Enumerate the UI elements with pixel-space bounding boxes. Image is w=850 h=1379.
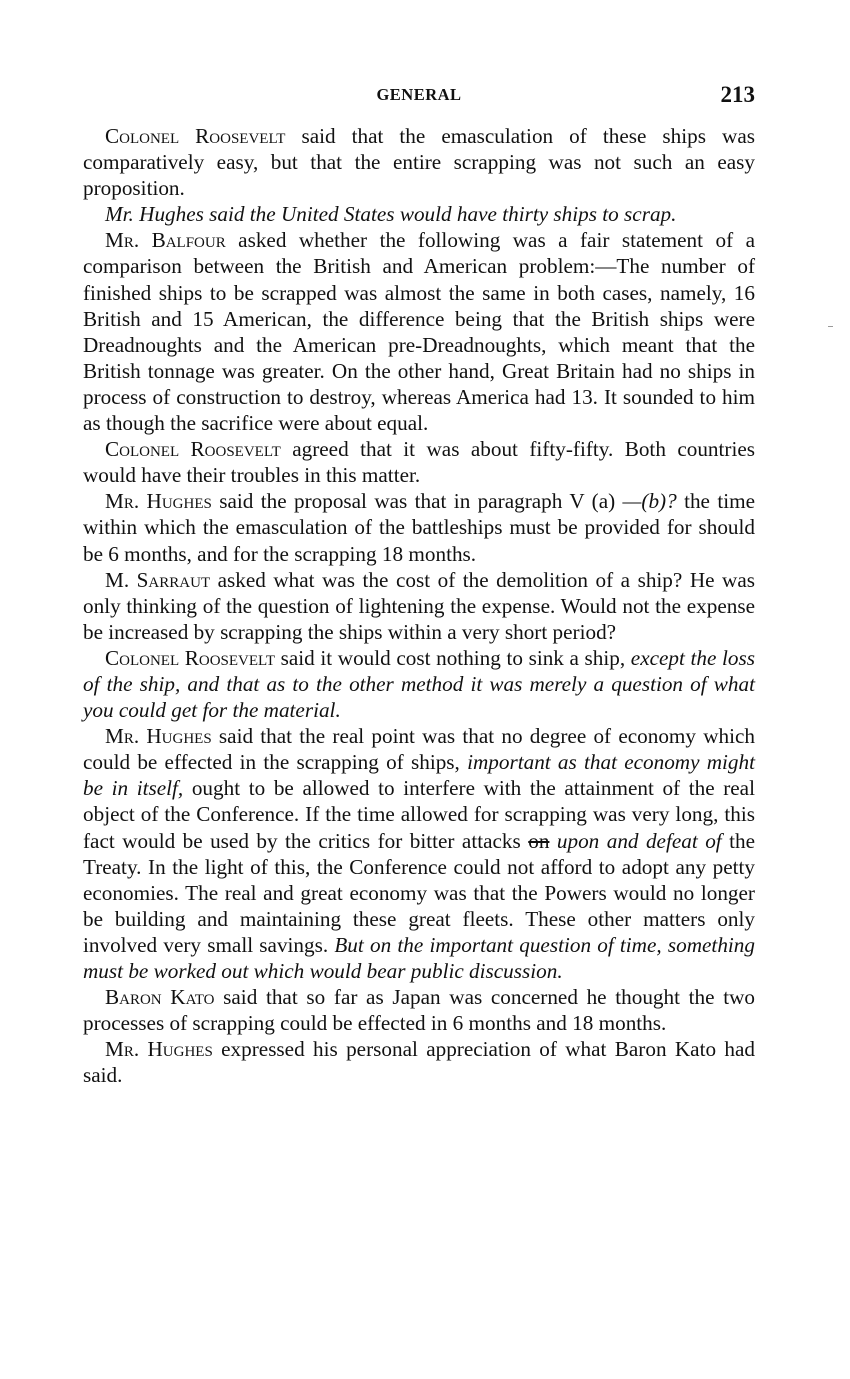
italic-insert: upon and defeat of <box>556 828 722 853</box>
speaker-name: Mr. Hughes <box>105 724 212 749</box>
paragraph-6 <box>83 567 755 645</box>
speaker-name: Mr. Balfour <box>105 228 226 253</box>
paragraph-text: expressed his personal appreciation of what Baron Kato had said. <box>83 1037 756 1088</box>
speaker-name: Baron Kato <box>105 985 215 1010</box>
italic-insert: except the loss of the ship, and that as to the other method it was merely a question of what you could get for the material. <box>83 645 755 723</box>
speaker-name: M. Sarraut <box>105 567 211 592</box>
page-number: 213 <box>720 82 755 107</box>
paragraph-text: the time within which the emasculation of the battleships must be provided for should be 6 months, and for the scrapping 18 months. <box>83 489 755 566</box>
paragraph-2 <box>83 201 755 227</box>
paragraph-text: asked what was the cost of the demolition of a ship? He was only thinking of the question of lightening the expense. Would not the expense be increased by scrapping the ships within a very short period? <box>83 567 755 644</box>
margin-mark <box>828 326 833 327</box>
paragraph-10 <box>83 1036 755 1088</box>
speaker-name: Mr. Hughes <box>105 489 212 514</box>
paragraph-9 <box>83 984 755 1036</box>
paragraph-text: said that the emasculation of these ships was comparatively easy, but that the entire scrapping was not such an easy proposition. <box>83 124 755 201</box>
body-text <box>83 123 755 1088</box>
handwritten-insert-italic: Mr. Hughes said the United States would have thirty ships to scrap. <box>105 202 677 227</box>
italic-insert: But on the important question of time, something must be worked out which would bear public discussion. <box>83 932 755 983</box>
paragraph-8 <box>83 723 755 984</box>
speaker-name: Colonel Roosevelt <box>105 437 281 462</box>
paragraph-text: said it would cost nothing to sink a ship, <box>275 645 631 670</box>
running-head: GENERAL <box>376 85 462 104</box>
paragraph-text: asked whether the following was a fair statement of a comparison between the British and American problem:—The number of finished ships to be scrapped was almost the same in both cases, namely, 16 British and 15 American, the difference being that the British ships were Dreadnoughts and the American pre-Dreadnoughts, which meant that the British tonnage was greater. On the other hand, Great Britain had no ships in process of construction to destroy, whereas America had 13. It sounded to him as though the sacrifice were about equal. <box>83 228 755 436</box>
italic-insert: important as that economy might be in itself, <box>83 750 756 801</box>
paragraph-7 <box>83 645 755 723</box>
paragraph-5 <box>83 488 755 566</box>
italic-insert: —(b)? <box>622 489 677 514</box>
paragraph-3 <box>83 227 755 436</box>
paragraph-text <box>549 829 556 853</box>
paragraph-text: said the proposal was that in paragraph V (a) <box>211 489 623 514</box>
paragraph-4 <box>83 436 755 488</box>
struck-text: on <box>528 828 550 853</box>
paragraph-text: the Treaty. In the light of this, the Conference could not afford to adopt any petty economies. The real and great economy was that the Powers would no longer be building and maintaining these great fleets. These other matters only involved very small savings. <box>83 828 756 957</box>
paragraph-1 <box>83 123 755 201</box>
speaker-name: Colonel Roosevelt <box>105 645 275 670</box>
paragraph-text: agreed that it was about fifty-fifty. Both countries would have their troubles in this matter. <box>83 437 755 488</box>
speaker-name: Mr. Hughes <box>105 1037 213 1062</box>
paragraph-text: said that so far as Japan was concerned he thought the two processes of scrapping could be effected in 6 months and 18 months. <box>83 985 755 1036</box>
speaker-name: Colonel Roosevelt <box>105 124 286 148</box>
page-header <box>83 82 755 112</box>
paragraph-text: said that the real point was that no degree of economy which could be effected in the scrapping of ships, <box>83 724 756 775</box>
paragraph-text: ought to be allowed to interfere with the attainment of the real object of the Conference. If the time allowed for scrapping was very long, this fact would be used by the critics for bitter attacks <box>83 776 755 853</box>
